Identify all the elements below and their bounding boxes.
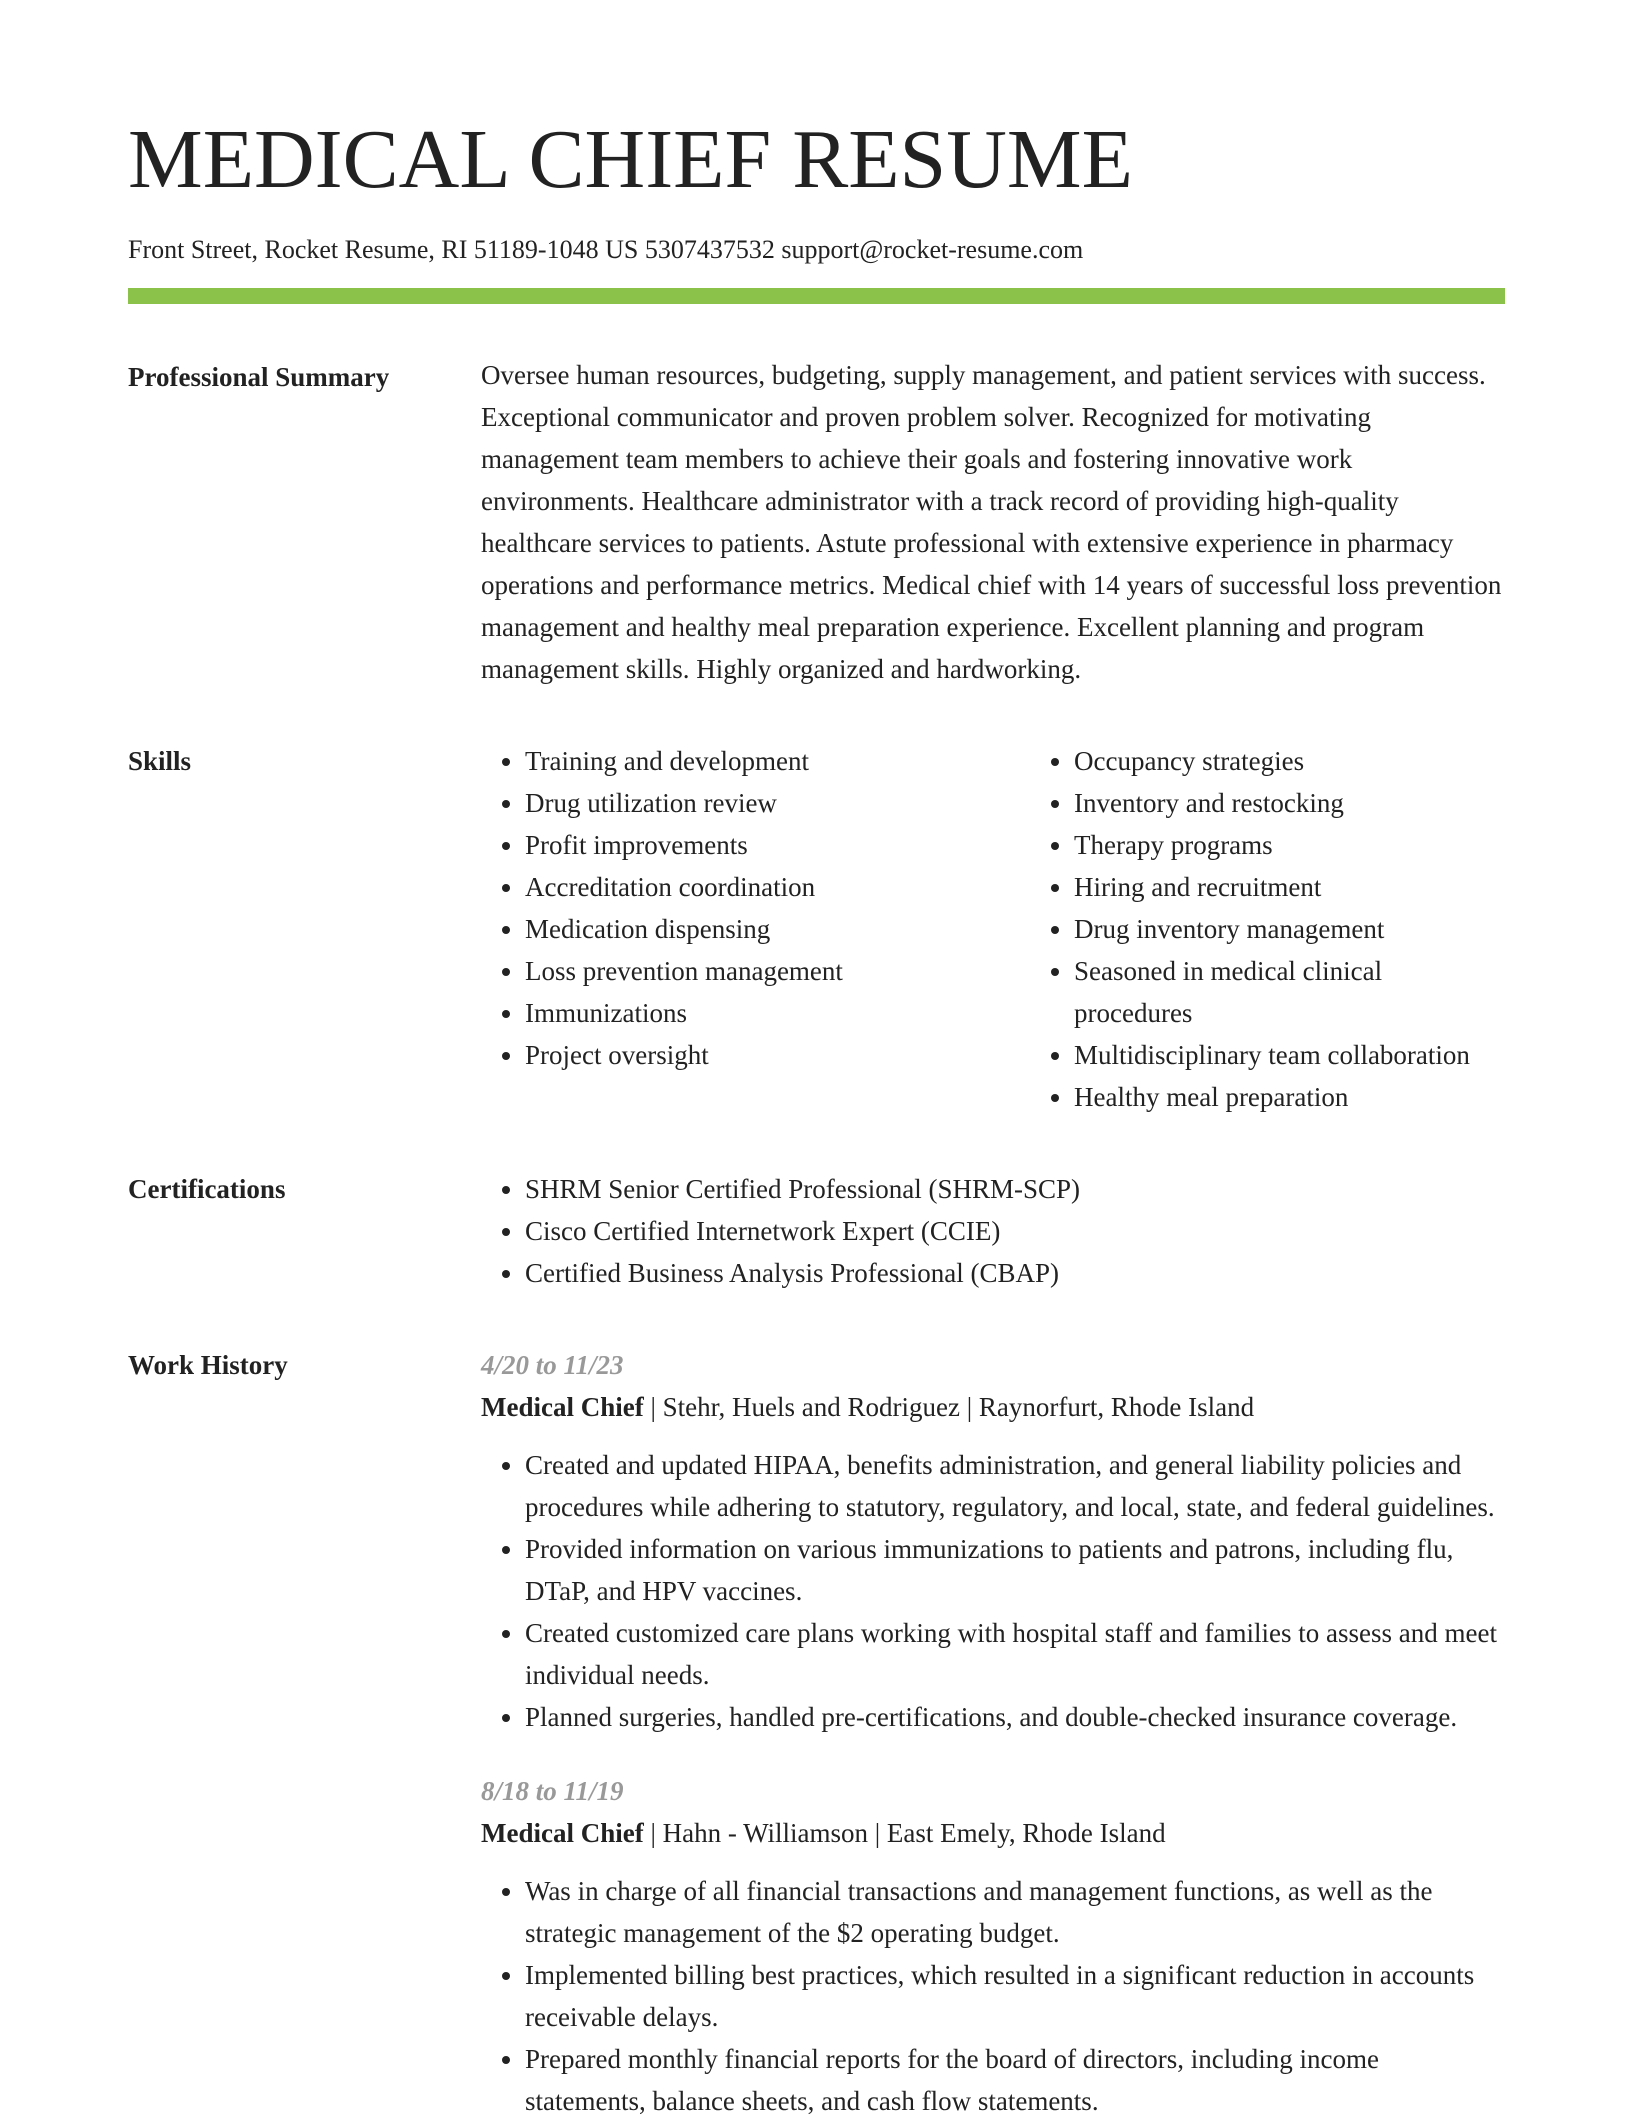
job-heading <box>481 1386 1505 1428</box>
skill-item: • Occupancy strategies <box>1074 740 1505 782</box>
job-bullet: • Implemented billing best practices, which resulted in a significant reduction in accounts receivable delays. <box>525 1954 1505 2038</box>
job-bullet: • Prepared monthly financial reports for the board of directors, including income statements, balance sheets, and cash flow statements. <box>525 2038 1505 2122</box>
job-bullets <box>481 1870 1505 2122</box>
summary-section <box>128 356 1505 690</box>
certification-item: • SHRM Senior Certified Professional (SHRM-SCP) <box>525 1168 1505 1210</box>
skill-item: • Drug inventory management <box>1074 908 1505 950</box>
job-bullet: • Created customized care plans working with hospital staff and families to assess and meet individual needs. <box>525 1612 1505 1696</box>
skill-item: • Multidisciplinary team collaboration <box>1074 1034 1505 1076</box>
skill-item: • Seasoned in medical clinical procedures <box>1074 950 1505 1034</box>
skill-item: • Accreditation coordination <box>525 866 1030 908</box>
job-details: | Hahn - Williamson | East Emely, Rhode Island <box>643 1818 1166 1848</box>
certification-item: • Certified Business Analysis Professional (CBAP) <box>525 1252 1505 1294</box>
summary-text: Oversee human resources, budgeting, supply management, and patient services with success. Exceptional communicator and proven problem solver. Recognized for motivating management team members to achieve their goals and fostering innovative work environments. Healthcare administrator with a track record of providing high-quality healthcare services to patients. Astute professional with extensive experience in pharmacy operations and performance metrics. Medical chief with 14 years of successful loss prevention management and healthy meal preparation experience. Excellent planning and program management skills. Highly organized and hardworking. <box>481 360 1502 684</box>
skills-section <box>128 740 1505 1118</box>
job-bullet: • Provided information on various immunizations to patients and patrons, including flu, DTaP, and HPV vaccines. <box>525 1528 1505 1612</box>
job-dates: 4/20 to 11/23 <box>481 1350 624 1380</box>
contact-line: Front Street, Rocket Resume, RI 51189-1048 US 5307437532 support@rocket-resume.com <box>128 235 1084 264</box>
skill-item: • Inventory and restocking <box>1074 782 1505 824</box>
certifications-list <box>481 1168 1505 1294</box>
skill-item: • Medication dispensing <box>525 908 1030 950</box>
skill-item: • Immunizations <box>525 992 1030 1034</box>
work-history-label: Work History <box>128 1350 288 1380</box>
accent-divider <box>128 288 1505 304</box>
skill-item: • Profit improvements <box>525 824 1030 866</box>
certifications-label: Certifications <box>128 1174 286 1204</box>
resume-title: MEDICAL CHIEF RESUME <box>128 113 1133 206</box>
job-bullet: • Created and updated HIPAA, benefits administration, and general liability policies and procedures while adhering to statutory, regulatory, and local, state, and federal guidelines. <box>525 1444 1505 1528</box>
job-bullet: • Was in charge of all financial transactions and management functions, as well as the strategic management of the $2 operating budget. <box>525 1870 1505 1954</box>
skill-item: • Healthy meal preparation <box>1074 1076 1505 1118</box>
job-heading <box>481 1812 1505 1854</box>
skill-item: • Loss prevention management <box>525 950 1030 992</box>
resume-page <box>128 113 1505 2122</box>
job-title: Medical Chief <box>481 1818 644 1848</box>
skills-label: Skills <box>128 746 192 776</box>
skill-item: • Hiring and recruitment <box>1074 866 1505 908</box>
certifications-section <box>128 1168 1505 1294</box>
job-bullet: • Planned surgeries, handled pre-certifications, and double-checked insurance coverage. <box>525 1696 1505 1738</box>
skill-item: • Therapy programs <box>1074 824 1505 866</box>
skill-item: • Drug utilization review <box>525 782 1030 824</box>
certification-item: • Cisco Certified Internetwork Expert (CCIE) <box>525 1210 1505 1252</box>
job-entry <box>481 1344 1505 1738</box>
job-bullets <box>481 1444 1505 1738</box>
skill-item: • Training and development <box>525 740 1030 782</box>
job-entry <box>481 1770 1505 2122</box>
job-title: Medical Chief <box>481 1392 644 1422</box>
job-details: | Stehr, Huels and Rodriguez | Raynorfurt, Rhode Island <box>643 1392 1255 1422</box>
work-history-section <box>128 1344 1505 2122</box>
skill-item: • Project oversight <box>525 1034 1030 1076</box>
summary-label: Professional Summary <box>128 362 390 392</box>
skills-list-left <box>481 740 1030 1118</box>
skills-list-right <box>1030 740 1505 1118</box>
job-dates: 8/18 to 11/19 <box>481 1776 624 1806</box>
